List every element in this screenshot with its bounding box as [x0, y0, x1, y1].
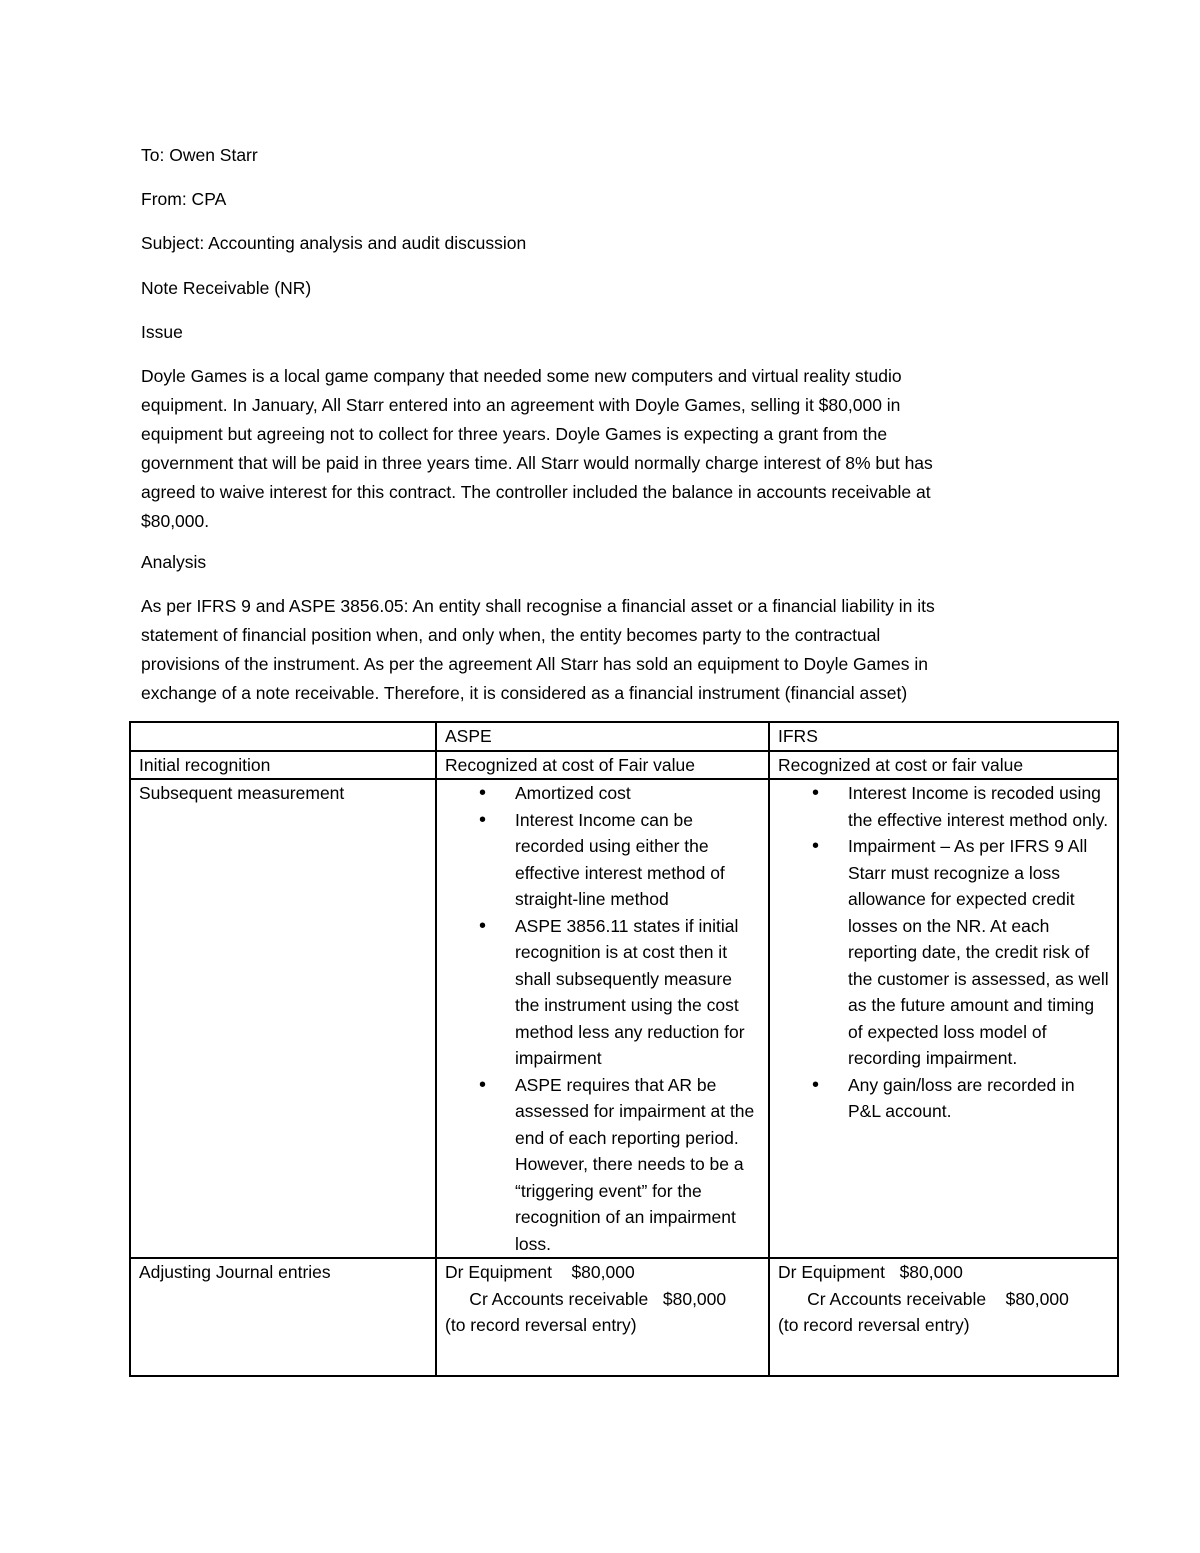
- analysis-line: exchange of a note receivable. Therefore, it is considered as a financial instrument (financial asset): [141, 683, 908, 703]
- issue-paragraph: [141, 362, 1071, 536]
- analysis-line: As per IFRS 9 and ASPE 3856.05: An entity shall recognise a financial asset or a financial liability in its: [141, 596, 935, 616]
- header-cell-blank: [130, 722, 436, 751]
- analysis-paragraph: [141, 592, 1071, 708]
- journal-line: Dr Equipment $80,000: [778, 1262, 963, 1282]
- issue-heading: Issue: [141, 322, 183, 342]
- cell-journal-aspe: [436, 1258, 769, 1376]
- list-item: • ASPE requires that AR be assessed for impairment at the end of each reporting period. However, there needs to be a “triggering event” for the recognition of an impairment loss.: [515, 1072, 760, 1258]
- table-header-row: [130, 722, 1118, 751]
- list-item: • Amortized cost: [515, 780, 760, 807]
- list-item: • Any gain/loss are recorded in P&L account.: [848, 1072, 1109, 1125]
- table-row-subsequent: [130, 779, 1118, 1258]
- issue-line: equipment but agreeing not to collect for three years. Doyle Games is expecting a grant from the: [141, 424, 888, 444]
- row-label-subsequent: Subsequent measurement: [130, 779, 436, 1258]
- analysis-line: statement of financial position when, and only when, the entity becomes party to the contractual: [141, 625, 881, 645]
- ifrs-bullet-list: [778, 780, 1109, 1125]
- cell-journal-ifrs: [769, 1258, 1118, 1376]
- header-cell-aspe: ASPE: [436, 722, 769, 751]
- cell-initial-ifrs: Recognized at cost or fair value: [769, 751, 1118, 780]
- row-label-initial: Initial recognition: [130, 751, 436, 780]
- issue-line: $80,000.: [141, 511, 210, 531]
- memo-topic: Note Receivable (NR): [141, 278, 312, 298]
- memo-subject: Subject: Accounting analysis and audit discussion: [141, 233, 527, 253]
- memo-to: To: Owen Starr: [141, 145, 258, 165]
- cell-initial-aspe: Recognized at cost of Fair value: [436, 751, 769, 780]
- journal-line: Cr Accounts receivable $80,000: [778, 1288, 1069, 1309]
- table-row-initial: [130, 751, 1118, 780]
- issue-line: equipment. In January, All Starr entered into an agreement with Doyle Games, selling it $80,000 in: [141, 395, 901, 415]
- table-row-journal: [130, 1258, 1118, 1376]
- journal-line: (to record reversal entry): [778, 1315, 970, 1335]
- analysis-line: provisions of the instrument. As per the agreement All Starr has sold an equipment to Doyle Games in: [141, 654, 928, 674]
- list-item: • ASPE 3856.11 states if initial recognition is at cost then it shall subsequently measure the instrument using the cost method less any reduction for impairment: [515, 913, 760, 1072]
- memo-from: From: CPA: [141, 189, 227, 209]
- cell-subsequent-ifrs: [769, 779, 1118, 1258]
- list-item: • Interest Income can be recorded using either the effective interest method of straight-line method: [515, 807, 760, 913]
- issue-line: Doyle Games is a local game company that needed some new computers and virtual reality studio: [141, 366, 902, 386]
- header-cell-ifrs: IFRS: [769, 722, 1118, 751]
- journal-line: (to record reversal entry): [445, 1315, 637, 1335]
- aspe-bullet-list: [445, 780, 760, 1257]
- journal-line: Dr Equipment $80,000: [445, 1262, 635, 1282]
- comparison-table: [129, 721, 1119, 1377]
- issue-line: agreed to waive interest for this contract. The controller included the balance in accounts receivable at: [141, 482, 931, 502]
- list-item: • Interest Income is recoded using the effective interest method only.: [848, 780, 1109, 833]
- cell-subsequent-aspe: [436, 779, 769, 1258]
- journal-line: Cr Accounts receivable $80,000: [445, 1288, 727, 1309]
- analysis-heading: Analysis: [141, 552, 207, 572]
- issue-line: government that will be paid in three years time. All Starr would normally charge interest of 8% but has: [141, 453, 933, 473]
- list-item: • Impairment – As per IFRS 9 All Starr must recognize a loss allowance for expected credit losses on the NR. At each reporting date, the credit risk of the customer is assessed, as well as the future amount and timing of expected loss model of recording impairment.: [848, 833, 1109, 1072]
- row-label-journal: Adjusting Journal entries: [130, 1258, 436, 1376]
